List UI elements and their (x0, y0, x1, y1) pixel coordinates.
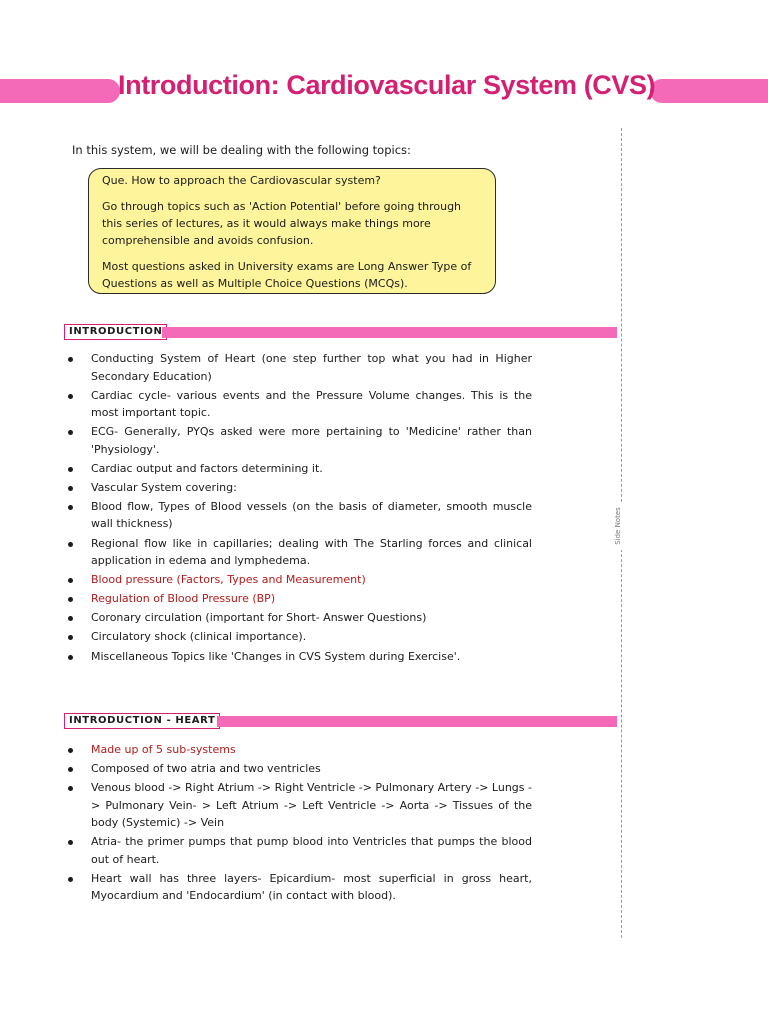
question-para-2: Most questions asked in University exams are Long Answer Type of Questions as well as Multiple Choice Questions (MCQs). (102, 260, 472, 290)
bullet-icon (68, 430, 73, 435)
list-item: Miscellaneous Topics like 'Changes in CVS System during Exercise'. (68, 648, 532, 666)
bullet-icon (68, 597, 73, 602)
bullet-icon (68, 786, 73, 791)
section-label: INTRODUCTION (64, 324, 167, 340)
list-item: Circulatory shock (clinical importance). (68, 628, 532, 646)
bullet-icon (68, 877, 73, 882)
title-accent-bar-right (650, 79, 768, 103)
bullet-icon (68, 357, 73, 362)
list-item: Blood pressure (Factors, Types and Measurement) (68, 571, 532, 589)
bullet-icon (68, 486, 73, 491)
question-box (88, 168, 496, 294)
list-item: Vascular System covering: (68, 479, 532, 497)
list-item: Conducting System of Heart (one step further top what you had in Higher Secondary Education) (68, 350, 532, 385)
heart-topic-list (68, 741, 532, 906)
section-label: INTRODUCTION - HEART (64, 713, 220, 729)
list-item: Blood flow, Types of Blood vessels (on the basis of diameter, smooth muscle wall thickness) (68, 498, 532, 533)
bullet-icon (68, 767, 73, 772)
bullet-icon (68, 467, 73, 472)
section-bar (217, 716, 617, 727)
intro-text: In this system, we will be dealing with the following topics: (72, 143, 411, 157)
list-item: Composed of two atria and two ventricles (68, 760, 532, 778)
list-item: Regional flow like in capillaries; dealing with The Starling forces and clinical application in edema and lymphedema. (68, 535, 532, 570)
side-notes-label: Side Notes (614, 502, 622, 550)
bullet-icon (68, 394, 73, 399)
bullet-icon (68, 505, 73, 510)
list-item: Cardiac cycle- various events and the Pressure Volume changes. This is the most important topic. (68, 387, 532, 422)
bullet-icon (68, 542, 73, 547)
list-item: Venous blood -> Right Atrium -> Right Ventricle -> Pulmonary Artery -> Lungs -> Pulmonary Vein- > Left Atrium -> Left Ventricle -> Aorta -> Tissues of the body (Systemic) -> Vein (68, 779, 532, 832)
list-item: ECG- Generally, PYQs asked were more pertaining to 'Medicine' rather than 'Physiology'. (68, 423, 532, 458)
list-item: Coronary circulation (important for Short- Answer Questions) (68, 609, 532, 627)
bullet-icon (68, 840, 73, 845)
introduction-topic-list (68, 350, 532, 667)
title-accent-bar-left (0, 79, 120, 103)
bullet-icon (68, 616, 73, 621)
bullet-icon (68, 655, 73, 660)
list-item: Atria- the primer pumps that pump blood into Ventricles that pumps the blood out of heart. (68, 833, 532, 868)
section-bar (162, 327, 617, 338)
question-para-1: Go through topics such as 'Action Potential' before going through this series of lectures, as it would always make things more comprehensible and avoids confusion. (102, 200, 462, 247)
bullet-icon (68, 578, 73, 583)
question-text: Que. How to approach the Cardiovascular system? (102, 174, 381, 187)
list-item: Regulation of Blood Pressure (BP) (68, 590, 532, 608)
bullet-icon (68, 635, 73, 640)
list-item: Cardiac output and factors determining it. (68, 460, 532, 478)
page-title: Introduction: Cardiovascular System (CVS) (118, 70, 656, 100)
list-item: Made up of 5 sub-systems (68, 741, 532, 759)
section-header-introduction (64, 324, 617, 342)
bullet-icon (68, 748, 73, 753)
section-header-heart (64, 713, 617, 731)
list-item: Heart wall has three layers- Epicardium- most superficial in gross heart, Myocardium and 'Endocardium' (in contact with blood). (68, 870, 532, 905)
